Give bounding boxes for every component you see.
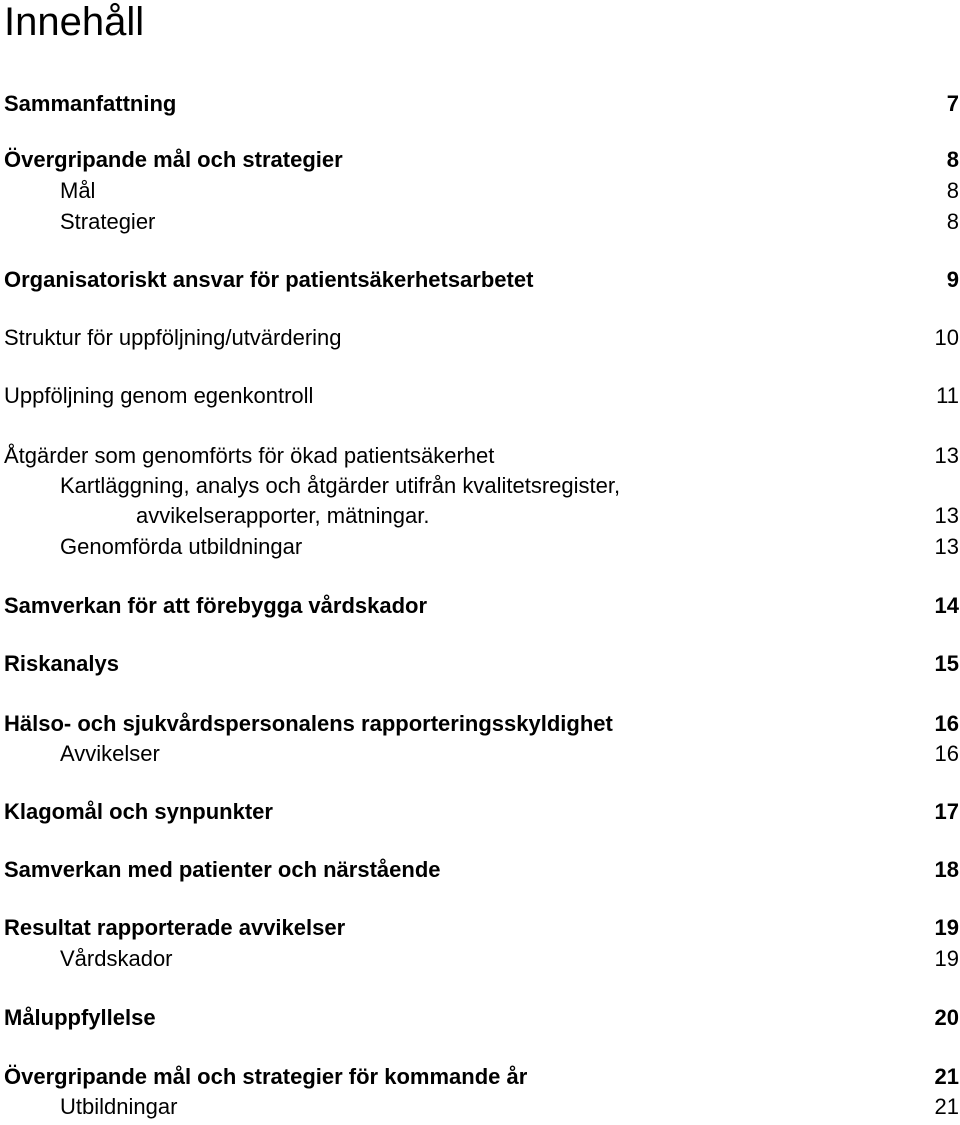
toc-entry-page: 13	[934, 534, 959, 559]
toc-entry[interactable]	[0, 208, 960, 236]
page-title: Innehåll	[4, 0, 145, 44]
toc-entry-page: 8	[946, 178, 959, 203]
toc-entry-title: Vårdskador	[60, 946, 173, 971]
toc-entry[interactable]	[0, 177, 960, 205]
toc-entry-title: Uppföljning genom egenkontroll	[4, 383, 314, 408]
toc-entry-title-line1: Kartläggning, analys och åtgärder utifrån kvalitetsregister,	[60, 473, 621, 498]
toc-entry-title: Mål	[60, 178, 96, 203]
toc-entry-page: 14	[934, 593, 959, 618]
toc-entry[interactable]	[0, 798, 960, 826]
toc-entry-title: Organisatoriskt ansvar för patientsäkerhetsarbetet	[4, 267, 534, 292]
toc-entry-title: Riskanalys	[4, 651, 119, 676]
toc-entry[interactable]	[0, 914, 960, 942]
toc-entry-title: Övergripande mål och strategier	[4, 147, 343, 172]
toc-entry[interactable]	[0, 90, 960, 118]
toc-entry-page: 18	[934, 857, 959, 882]
toc-entry-title: Måluppfyllelse	[4, 1005, 156, 1030]
toc-entry-title: Övergripande mål och strategier för kommande år	[4, 1064, 528, 1089]
toc-entry-page: 16	[934, 741, 959, 766]
toc-entry-page: 17	[934, 799, 959, 824]
toc-entry[interactable]	[0, 146, 960, 174]
toc-entry-title: Hälso- och sjukvårdspersonalens rapporteringsskyldighet	[4, 711, 613, 736]
toc-entry[interactable]	[0, 1004, 960, 1032]
toc-entry[interactable]	[0, 740, 960, 768]
toc-entry-title: Strategier	[60, 209, 156, 234]
toc-entry[interactable]	[0, 324, 960, 352]
toc-entry[interactable]	[0, 533, 960, 561]
toc-entry-title: Klagomål och synpunkter	[4, 799, 273, 824]
toc-entry[interactable]	[0, 710, 960, 738]
toc-entry[interactable]	[0, 650, 960, 678]
toc-entry-page: 13	[934, 443, 959, 468]
toc-entry-page: 7	[946, 91, 959, 116]
toc-entry-page: 15	[934, 651, 959, 676]
toc-entry-page: 19	[934, 946, 959, 971]
toc-entry-title: avvikelserapporter, mätningar.	[136, 503, 430, 528]
toc-entry-title: Utbildningar	[60, 1094, 178, 1119]
toc-entry[interactable]	[0, 442, 960, 470]
toc-entry-page: 21	[934, 1094, 959, 1119]
toc-entry-page: 21	[934, 1064, 959, 1089]
toc-entry-page: 19	[934, 915, 959, 940]
toc-entry[interactable]	[0, 856, 960, 884]
toc-entry-title: Åtgärder som genomförts för ökad patientsäkerhet	[4, 443, 495, 468]
toc-entry[interactable]	[0, 1093, 960, 1121]
toc-entry-page: 8	[946, 209, 959, 234]
toc-entry-title: Samverkan för att förebygga vårdskador	[4, 593, 428, 618]
toc-entry[interactable]	[0, 592, 960, 620]
toc-entry-page: 13	[934, 503, 959, 528]
toc-entry[interactable]	[0, 266, 960, 294]
toc-entry-page: 16	[934, 711, 959, 736]
toc-entry[interactable]	[0, 382, 960, 410]
toc-entry-page: 10	[934, 325, 959, 350]
toc-entry-title: Struktur för uppföljning/utvärdering	[4, 325, 342, 350]
toc-entry-title: Resultat rapporterade avvikelser	[4, 915, 346, 940]
toc-entry-title: Sammanfattning	[4, 91, 177, 116]
toc-entry[interactable]	[0, 502, 960, 530]
toc-entry-page: 9	[946, 267, 959, 292]
toc-entry-page: 8	[946, 147, 959, 172]
toc-entry[interactable]	[0, 945, 960, 973]
toc-entry-page: 20	[934, 1005, 959, 1030]
toc-entry[interactable]	[0, 1063, 960, 1091]
toc-entry-title: Avvikelser	[60, 741, 160, 766]
toc-entry-title: Genomförda utbildningar	[60, 534, 303, 559]
toc-entry-page: 11	[936, 383, 959, 408]
toc-entry-title: Samverkan med patienter och närstående	[4, 857, 441, 882]
